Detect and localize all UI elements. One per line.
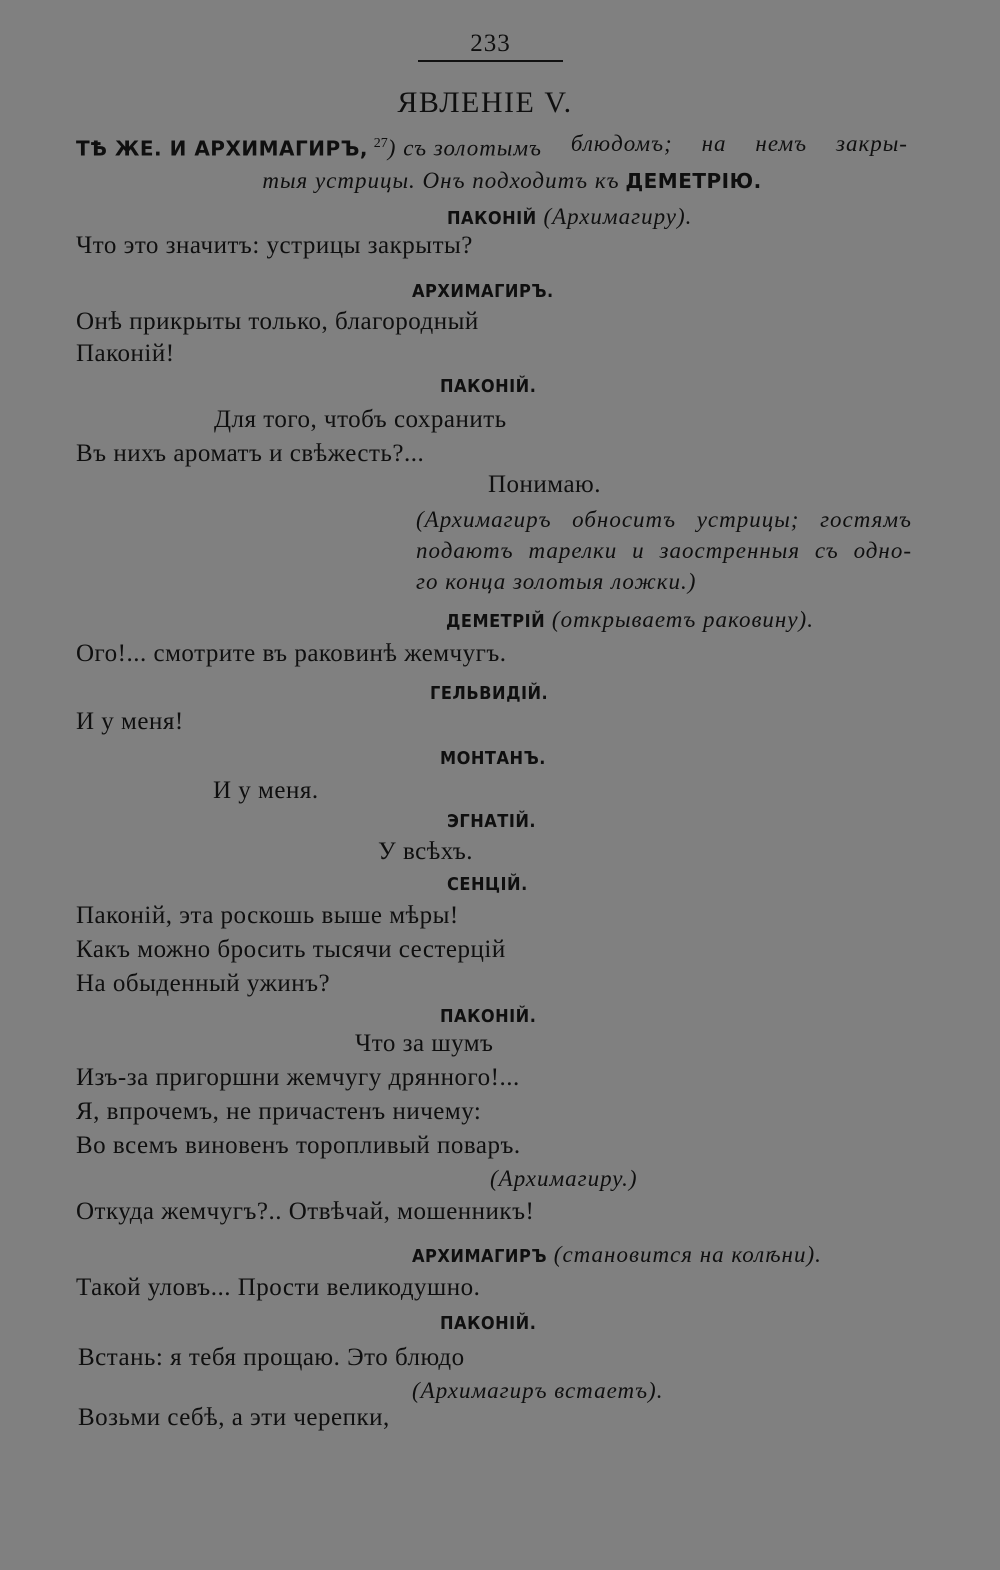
stage-direction-line-1 <box>76 128 908 165</box>
footnote-ref: 27 <box>373 136 388 151</box>
verse-line: Въ нихъ ароматъ и свѣжесть?... <box>76 440 425 467</box>
verse-line: Что за шумъ <box>355 1030 494 1057</box>
page-number: 233 <box>418 30 563 62</box>
stage-direction: (Архимагиру.) <box>490 1166 638 1191</box>
verse-line: Изъ-за пригоршни жемчугу дрянного!... <box>76 1064 520 1091</box>
speaker-name: ПАКОНІЙ (Архимагиру). <box>447 204 693 229</box>
verse-line: Понимаю. <box>488 471 601 498</box>
verse-line: Я, впрочемъ, не причастенъ ничему: <box>76 1098 482 1125</box>
verse-line: Во всемъ виновенъ торопливый поваръ. <box>76 1132 521 1159</box>
verse-line: У всѣхъ. <box>378 838 474 865</box>
stage-direction-aside: (Архимагиръ обноситъ устрицы; гостямъ подаютъ тарелки и заостренныя съ одно- го конца золотыя ложки.) <box>416 507 912 594</box>
speaker-name: ПАКОНІЙ. <box>440 1313 537 1334</box>
verse-line: Паконій! <box>76 340 175 367</box>
speaker-name: ДЕМЕТРІЙ (открываетъ раковину). <box>446 607 814 632</box>
scene-title: ЯВЛЕНІЕ V. <box>397 86 573 119</box>
verse-line: Для того, чтобъ сохранить <box>214 406 507 433</box>
speaker-name: ПАКОНІЙ. <box>440 1006 537 1027</box>
verse-line: Откуда жемчугъ?.. Отвѣчай, мошенникъ! <box>76 1198 535 1225</box>
verse-line: Паконій, эта роскошь выше мѣры! <box>76 902 459 929</box>
stage-italic-1a: ) съ золотымъ <box>387 135 542 161</box>
speaker-name: СЕНЦІЙ. <box>447 874 528 895</box>
verse-line: Что это значитъ: устрицы закрыты? <box>76 232 473 259</box>
verse-line: На обыденный ужинъ? <box>76 970 331 997</box>
stage-direction: (Архимагиръ встаетъ). <box>412 1378 664 1403</box>
speaker-name: МОНТАНЪ. <box>440 748 546 769</box>
verse-line: Такой уловъ... Прости великодушно. <box>76 1274 481 1301</box>
opening-stage-direction <box>76 128 908 197</box>
speaker-name: ЭГНАТІЙ. <box>447 811 537 832</box>
stage-italic-1d: немъ <box>755 131 808 156</box>
speaker-name: ГЕЛЬВИДІЙ. <box>430 683 549 704</box>
stage-italic-1b: блюдомъ; <box>570 131 673 156</box>
stage-italic-2: тыя устрицы. Онъ подходитъ къ <box>262 167 620 193</box>
speaker-name: АРХИМАГИРЪ. <box>412 281 554 302</box>
verse-line: Какъ можно бросить тысячи сестерцій <box>76 936 506 963</box>
stage-direction-line-2 <box>76 165 908 197</box>
stage-caps-1: ТѢ ЖЕ. И АРХИМАГИРЪ, <box>76 136 369 161</box>
verse-line: Ого!... смотрите въ раковинѣ жемчугъ. <box>76 640 507 667</box>
stage-italic-1c: на <box>701 131 727 156</box>
verse-line: И у меня! <box>76 708 184 735</box>
stage-italic-1e: закры- <box>836 131 908 156</box>
verse-line: И у меня. <box>213 777 319 804</box>
stage-caps-2: ДЕМЕТРІЮ. <box>625 168 762 193</box>
speaker-name: АРХИМАГИРЪ (становится на колѣни). <box>412 1242 822 1267</box>
verse-line: Возьми себѣ, а эти черепки, <box>78 1404 390 1431</box>
speaker-name: ПАКОНІЙ. <box>440 376 537 397</box>
verse-line: Встань: я тебя прощаю. Это блюдо <box>78 1344 465 1371</box>
verse-line: Онѣ прикрыты только, благородный <box>76 308 479 335</box>
